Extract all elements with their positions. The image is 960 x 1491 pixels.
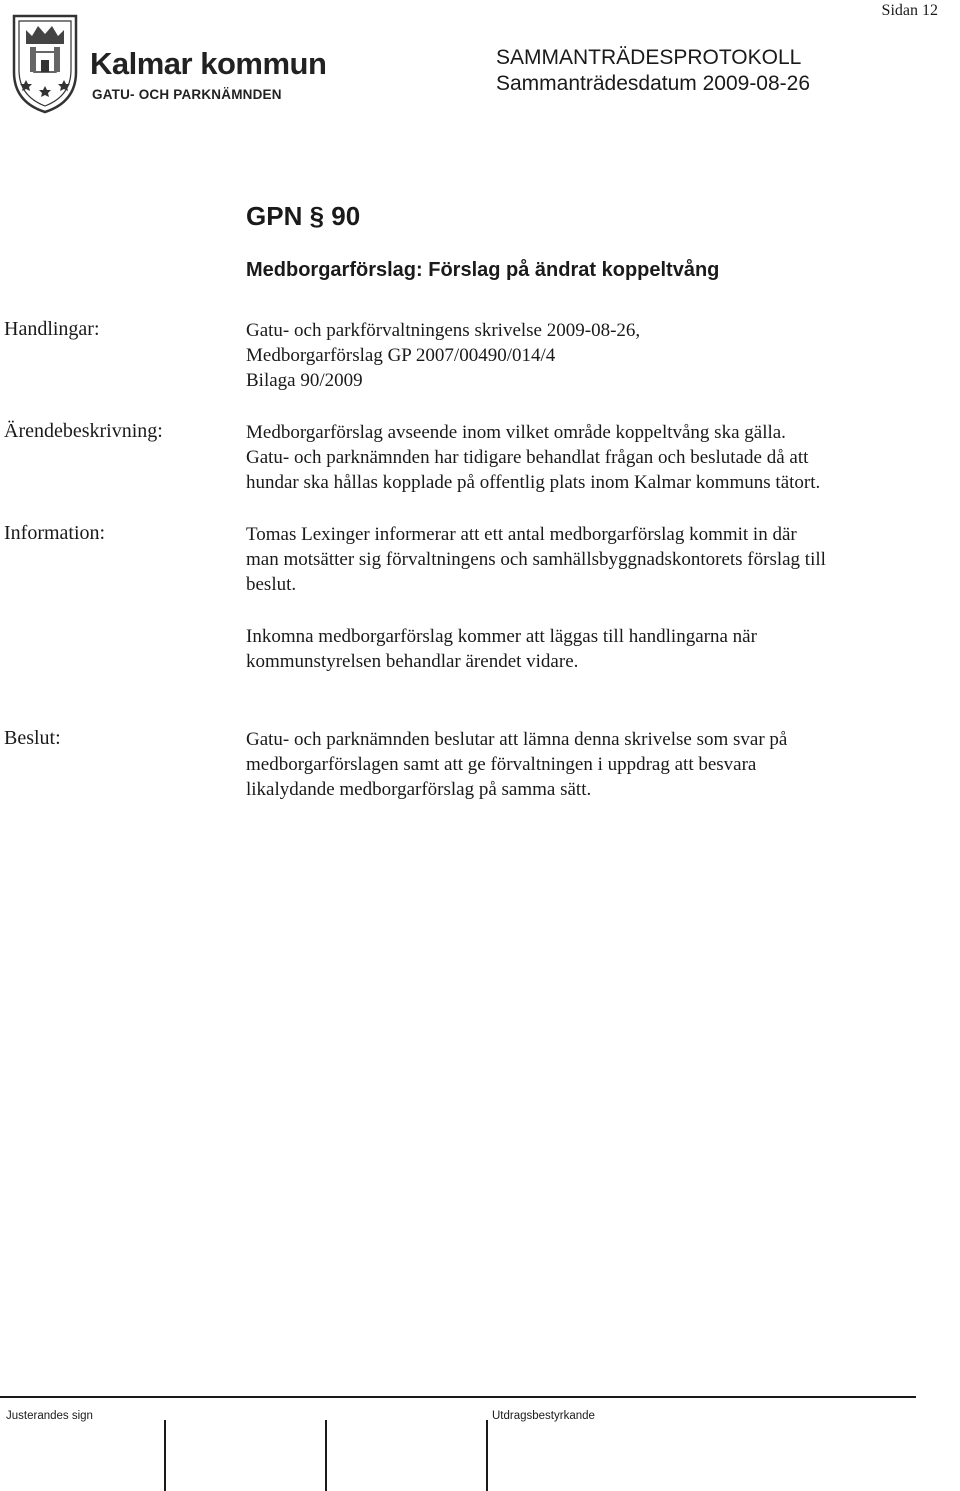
information-label: Information: [4, 522, 106, 544]
utdragsbestyrkande-label: Utdragsbestyrkande [492, 1410, 595, 1422]
handlingar-line: Gatu- och parkförvaltningens skrivelse 2009-08-26, [246, 320, 641, 341]
arendebeskrivning-label: Ärendebeskrivning: [4, 420, 163, 442]
signature-box-divider [325, 1420, 327, 1491]
information-line: Inkomna medborgarförslag kommer att läggas till handlingarna när [246, 626, 757, 647]
case-title: Medborgarförslag: Förslag på ändrat koppeltvång [246, 259, 720, 281]
logo-department: GATU- OCH PARKNÄMNDEN [92, 87, 282, 102]
handlingar-label: Handlingar: [4, 318, 100, 340]
beslut-line: medborgarförslagen samt att ge förvaltningen i uppdrag att besvara [246, 754, 757, 775]
meeting-date: Sammanträdesdatum 2009-08-26 [496, 72, 811, 95]
information-line: Tomas Lexinger informerar att ett antal medborgarförslag kommit in där [246, 524, 797, 545]
beslut-label: Beslut: [4, 727, 61, 749]
beslut-line: likalydande medborgarförslag på samma sätt. [246, 779, 592, 800]
document-type: SAMMANTRÄDESPROTOKOLL [496, 46, 802, 69]
signature-box-divider [486, 1420, 488, 1491]
information-line: kommunstyrelsen behandlar ärendet vidare. [246, 651, 579, 672]
handlingar-line: Bilaga 90/2009 [246, 370, 363, 391]
logo-name: Kalmar kommun [90, 46, 327, 81]
footer-divider [0, 1396, 916, 1398]
justerandes-sign-label: Justerandes sign [6, 1410, 93, 1422]
kalmar-coat-of-arms-icon [10, 10, 80, 114]
page-number: Sidan 12 [881, 2, 938, 19]
handlingar-line: Medborgarförslag GP 2007/00490/014/4 [246, 345, 556, 366]
information-line: beslut. [246, 574, 297, 595]
arendebeskrivning-line: Gatu- och parknämnden har tidigare behandlat frågan och beslutade då att [246, 447, 809, 468]
information-line: man motsätter sig förvaltningens och samhällsbyggnadskontorets förslag till [246, 549, 826, 570]
beslut-line: Gatu- och parknämnden beslutar att lämna denna skrivelse som svar på [246, 729, 788, 750]
arendebeskrivning-line: hundar ska hållas kopplade på offentlig plats inom Kalmar kommuns tätort. [246, 472, 821, 493]
signature-box-divider [164, 1420, 166, 1491]
arendebeskrivning-line: Medborgarförslag avseende inom vilket område koppeltvång ska gälla. [246, 422, 786, 443]
case-id: GPN § 90 [246, 201, 361, 231]
